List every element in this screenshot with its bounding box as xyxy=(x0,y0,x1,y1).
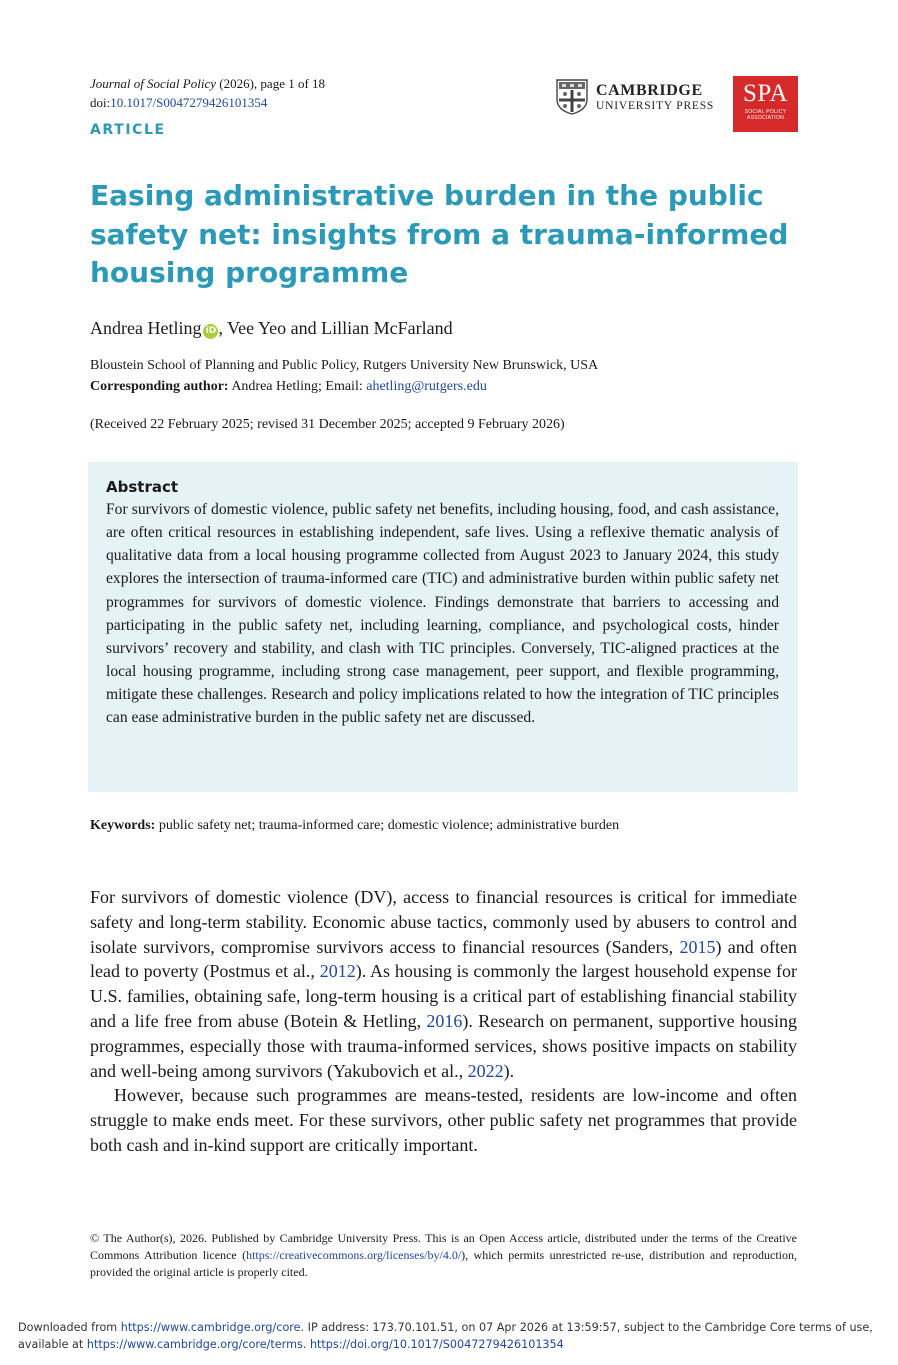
corresponding-text: Andrea Hetling; Email: xyxy=(228,379,367,394)
abstract-heading: Abstract xyxy=(106,478,179,496)
publisher-subname: UNIVERSITY PRESS xyxy=(596,100,715,112)
download-footer: Downloaded from https://www.cambridge.org/core. IP address: 173.70.101.51, on 07 Apr 2026 at 13:59:57, subject to the Cambridge Core terms of use, available at https://www.cambridge.org/core/terms. https://doi.org/10.1017/S0047279426101354 xyxy=(18,1321,873,1351)
affiliation-block xyxy=(90,355,598,397)
doi-link[interactable]: 10.1017/S0047279426101354 xyxy=(110,95,268,110)
publisher-name: CAMBRIDGE xyxy=(596,82,703,99)
cambridge-crest-icon xyxy=(556,79,588,115)
keywords xyxy=(90,815,619,836)
orcid-icon[interactable]: iD xyxy=(203,324,218,339)
doi-footer-link[interactable]: https://doi.org/10.1017/S0047279426101354 xyxy=(309,1338,564,1351)
affiliation: Bloustein School of Planning and Public Policy, Rutgers University New Brunswick, USA xyxy=(90,358,599,373)
keywords-label: Keywords: xyxy=(90,818,156,833)
license-link[interactable]: https://creativecommons.org/licenses/by/4.0/ xyxy=(246,1248,462,1262)
author-first: Andrea Hetling xyxy=(90,318,202,338)
author-email-link[interactable]: ahetling@rutgers.edu xyxy=(366,379,487,394)
journal-citation xyxy=(90,74,325,112)
citation-link[interactable]: 2012 xyxy=(319,961,356,982)
spa-logo-text: SPA xyxy=(742,80,789,107)
paragraph-2: However, because such programmes are means-tested, residents are low-income and often struggle to make ends meet. For these survivors, other public safety net programmes that provide both cash and in-kind support are critically important. xyxy=(90,1085,797,1155)
citation-link[interactable]: 2016 xyxy=(426,1010,463,1031)
article-type-label: ARTICLE xyxy=(90,122,166,138)
author-list xyxy=(90,316,453,340)
license-notice: © The Author(s), 2026. Published by Cambridge University Press. This is an Open Access article, distributed under the terms of the Creative Commons Attribution licence (https://creativecommons.org/licenses/by/4.0/), which permits unrestricted re-use, distribution and reproduction, provided the original article is properly cited. xyxy=(90,1231,798,1279)
abstract-text: For survivors of domestic violence, public safety net benefits, including housing, food, and cash assistance, are often critical resources in establishing independent, safe lives. Using a reflexive thematic analysis of qualitative data from a local housing programme collected from August 2023 to January 2024, this study explores the intersection of trauma-informed care (TIC) and administrative burden within public safety net programmes for survivors of domestic violence. Findings demonstrate that barriers to accessing and participating in the public safety net, including learning, compliance, and psychological costs, hinder survivors’ recovery and stability, and clash with TIC principles. Conversely, TIC-aligned practices at the local housing programme, including strong case management, peer support, and flexible programming, mitigate these challenges. Research and policy implications related to how the integration of TIC principles can ease administrative burden in the public safety net are discussed. xyxy=(106,501,779,727)
paragraph-1: For survivors of domestic violence (DV), access to financial resources is critical for immediate safety and long-term stability. Economic abuse tactics, commonly used by abusers to control and isolate survivors, compromise survivors access to financial resources (Sanders, 2015) and often lead to poverty (Postmus et al., 2012). As housing is commonly the largest household expense for U.S. families, obtaining safe, long-term housing is a critical part of establishing financial stability and a life free from abuse (Botein & Hetling, 2016). Research on permanent, supportive housing programmes, especially those with trauma-informed services, shows positive impacts on stability and well-being among survivors (Yakubovich et al., 2022). xyxy=(90,887,797,1081)
doi-prefix: doi: xyxy=(90,95,111,110)
terms-link[interactable]: https://www.cambridge.org/core/terms xyxy=(86,1338,303,1351)
abstract-box xyxy=(88,462,798,792)
spa-logo-subtext: SOCIAL POLICY ASSOCIATION xyxy=(744,109,787,121)
body-text xyxy=(90,885,797,1158)
corresponding-author xyxy=(90,376,598,397)
cambridge-core-link[interactable]: https://www.cambridge.org/core xyxy=(120,1321,301,1334)
received-dates: (Received 22 February 2025; revised 31 December 2025; accepted 9 February 2026) xyxy=(90,417,565,432)
keywords-text: public safety net; trauma-informed care; domestic violence; administrative burden xyxy=(155,818,620,833)
author-rest: , Vee Yeo and Lillian McFarland xyxy=(218,318,453,338)
spa-logo xyxy=(733,76,798,132)
article-title: Easing administrative burden in the public safety net: insights from a trauma-informed housing programme xyxy=(90,179,789,289)
journal-info: (2026), page 1 of 18 xyxy=(216,76,326,91)
journal-name: Journal of Social Policy xyxy=(90,76,217,91)
citation-link[interactable]: 2015 xyxy=(679,936,716,957)
publisher-logos xyxy=(556,76,798,134)
citation-link[interactable]: 2022 xyxy=(467,1060,504,1081)
corresponding-label: Corresponding author: xyxy=(90,379,229,394)
